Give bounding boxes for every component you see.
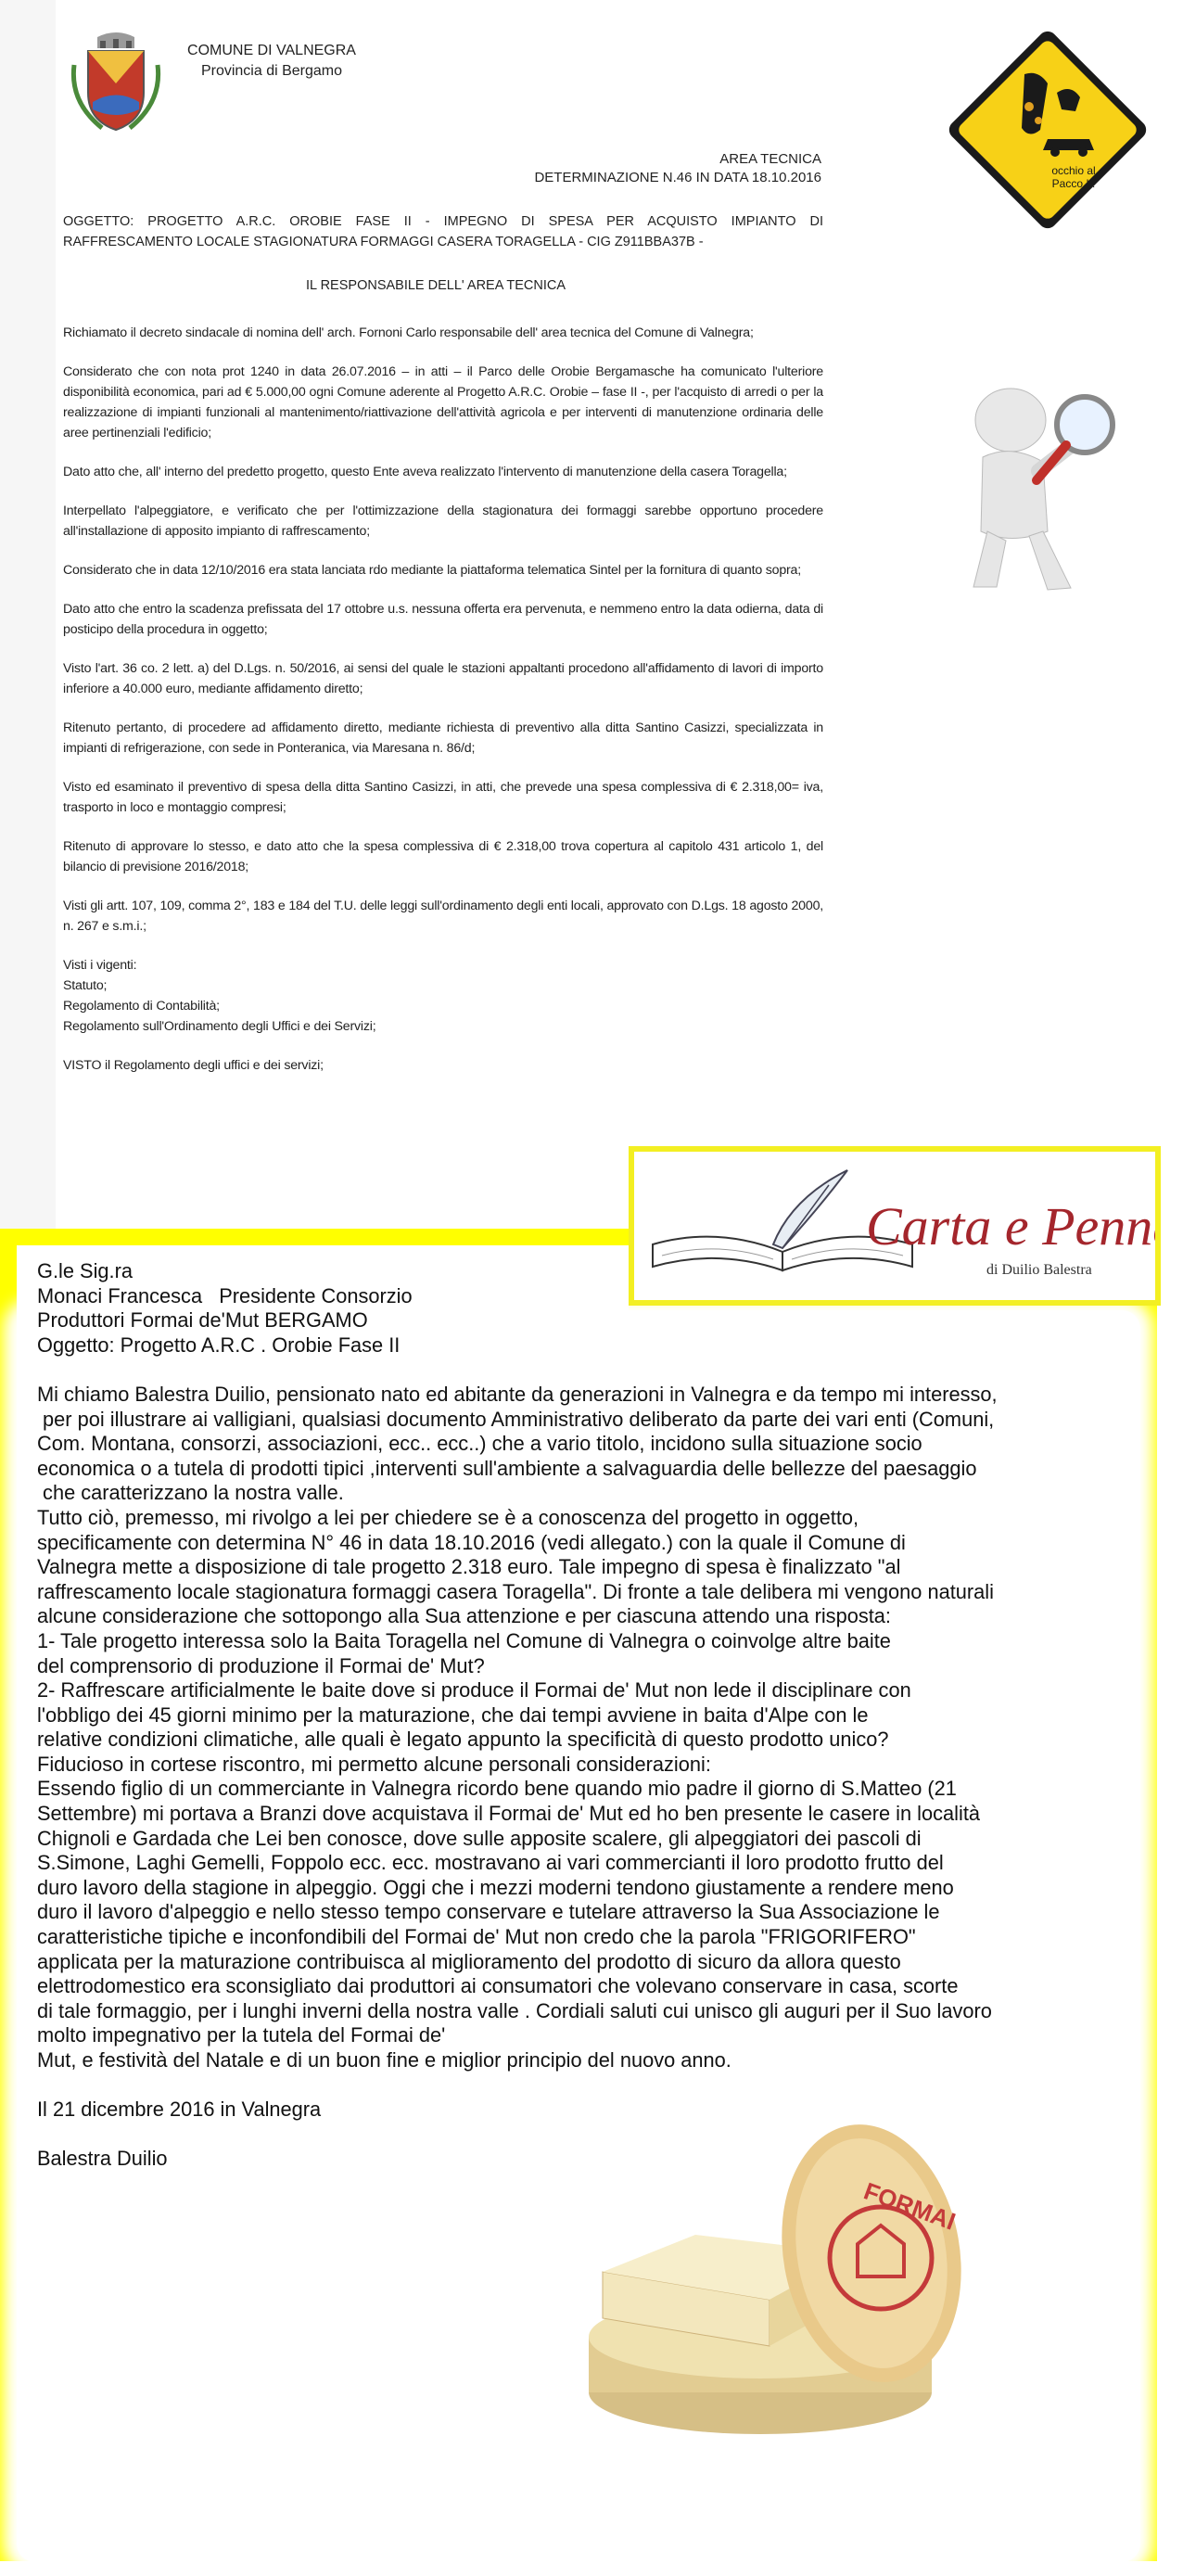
area-header [534, 150, 821, 187]
letter-line: per poi illustrare ai valligiani, qualsiasi documento Amministrativo deliberato da parte dei vari enti (Comuni, [37, 1407, 995, 1431]
formai-de-mut-cheese-icon [575, 2114, 964, 2448]
magnifier-figure-icon [918, 369, 1131, 601]
letter-line: alcune considerazione che sottopongo alla Sua attenzione e per ciascuna attendo una risposta: [37, 1604, 891, 1628]
letter-line: relative condizioni climatiche, alle quali è legato appunto la specificità di questo prodotto unico? [37, 1728, 889, 1752]
doc-paragraph: Ritenuto di approvare lo stesso, e dato atto che la spesa complessiva di € 2.318,00 trova copertura al capitolo 431 articolo 1, del bilancio di previsione 2016/2018; [63, 839, 823, 874]
provincia: Provincia di Bergamo [200, 63, 343, 79]
doc-paragraph: Considerato che in data 12/10/2016 era stata lanciata rdo mediante la piattaforma telematica Sintel per la fornitura di quanto sopra; [63, 563, 801, 578]
letter-line: duro lavoro della stagione in alpeggio. Oggi che i mezzi moderni tendono giustamente a rendere meno [37, 1875, 954, 1899]
bottom-margin [0, 2561, 1183, 2576]
letter-line: Com. Montana, consorzi, associazioni, ecc.. ecc..) che a vario titolo, incidono sulla situazione socio [37, 1432, 922, 1456]
scan-margin [0, 0, 56, 1233]
sign-text-1: occhio al [1051, 164, 1096, 177]
doc-paragraph: Richiamato il decreto sindacale di nomina dell' arch. Fornoni Carlo responsabile dell' area tecnica del Comune di Valnegra; [63, 325, 754, 340]
letter-line: che caratterizzano la nostra valle. [37, 1481, 344, 1505]
letter-line: 1- Tale progetto interessa solo la Baita Toragella nel Comune di Valnegra o coinvolge altre baite [37, 1628, 891, 1652]
sign-text-2: Pacco !!! [1051, 177, 1096, 190]
doc-paragraph: Interpellato l'alpeggiatore, e verificato che per l'ottimizzazione della stagionatura dei formaggi sarebbe opportuno procedere all'installazione di apposito impianto di raffrescamento; [63, 504, 823, 539]
letter-line: molto impegnativo per la tutela del Formai de' [37, 2023, 446, 2047]
letter-line: caratteristiche tipiche e inconfondibili del Formai de' Mut non credo che la parola "FRIGORIFERO" [37, 1925, 916, 1949]
letter-line: Monaci Francesca Presidente Consorzio [37, 1283, 413, 1307]
letter-line: Balestra Duilio [37, 2147, 168, 2171]
comune-name: COMUNE DI VALNEGRA [187, 43, 356, 58]
area-tecnica: AREA TECNICA [719, 151, 821, 167]
doc-responsabile: IL RESPONSABILE DELL' AREA TECNICA [306, 278, 566, 293]
cheese-stamp: FORMAI [859, 2176, 960, 2236]
letter-line: raffrescamento locale stagionatura formaggi casera Toragella". Di fronte a tale delibera mi vengono naturali [37, 1579, 994, 1603]
letter-line: Essendo figlio di un commerciante in Valnegra ricordo bene quando mio padre il giorno di S.Matteo (21 [37, 1777, 957, 1801]
determinazione: DETERMINAZIONE N.46 IN DATA 18.10.2016 [534, 170, 821, 185]
logo-title: Carta e Penna [866, 1196, 1155, 1256]
letter-line: 2- Raffrescare artificialmente le baite dove si produce il Formai de' Mut non lede il disciplinare con [37, 1678, 911, 1702]
letter-line: Valnegra mette a disposizione di tale progetto 2.318 euro. Tale impegno di spesa è finalizzato "al [37, 1555, 901, 1579]
doc-paragraph: Dato atto che, all' interno del predetto progetto, questo Ente aveva realizzato l'intervento di manutenzione della casera Toragella; [63, 465, 787, 479]
letter-line: elettrodomestico era sconsigliato dai produttori ai consumatori che volevano conservare in casa, scorte [37, 1974, 959, 1998]
letter-line [37, 2073, 1140, 2098]
doc-paragraph: Visto ed esaminato il preventivo di spesa della ditta Santino Casizzi, in atti, che prevede una spesa complessiva di € 2.318,00= iva, trasporto in loco e montaggio compresi; [63, 780, 823, 815]
scanned-determination [0, 0, 1183, 1233]
letter-line: applicata per la maturazione contribuisca al miglioramento del prodotto di sicuro da allora questo [37, 1949, 901, 1973]
letter-line: l'obbligo dei 45 giorni minimo per la maturazione, che dai tempi avviene in baita d'Alpe con le [37, 1702, 869, 1727]
letter-line: S.Simone, Laghi Gemelli, Foppolo ecc. ecc. mostravano ai vari commercianti il loro prodotto frutto del [37, 1851, 944, 1875]
doc-oggetto: OGGETTO: PROGETTO A.R.C. OROBIE FASE II - IMPEGNO DI SPESA PER ACQUISTO IMPIANTO DI RAFFRESCAMENTO LOCALE STAGIONATURA FORMAGGI CASERA TORAGELLA - CIG Z911BBA37B - [63, 214, 823, 249]
letter-line: Tutto ciò, premesso, mi rivolgo a lei per chiedere se è a conoscenza del progetto in oggetto, [37, 1505, 859, 1529]
comune-header [179, 41, 364, 82]
coat-of-arms-icon [65, 28, 167, 134]
letter-line: di tale formaggio, per i lunghi inverni della nostra valle . Cordiali saluti cui unisco gli auguri per il Suo lavoro [37, 1998, 992, 2022]
letter-line: Mi chiamo Balestra Duilio, pensionato nato ed abitante da generazioni in Valnegra e da tempo mi interesso, [37, 1382, 998, 1406]
letter-line: specificamente con determina N° 46 in data 18.10.2016 (vedi allegato.) con la quale il Comune di [37, 1530, 906, 1554]
doc-paragraph: Visto l'art. 36 co. 2 lett. a) del D.Lgs. n. 50/2016, ai sensi del quale le stazioni appaltanti procedono all'affidamento di lavori di importo inferiore a 40.000 euro, mediante affidamento diretto; [63, 661, 823, 696]
letter-line: Fiducioso in cortese riscontro, mi permetto alcune personali considerazioni: [37, 1752, 711, 1776]
doc-paragraph: Visti gli artt. 107, 109, comma 2°, 183 e 184 del T.U. delle leggi sull'ordinamento degli enti locali, approvato con D.Lgs. 18 agosto 2000, n. 267 e s.m.i.; [63, 899, 823, 934]
letter-line: economica o a tutela di prodotti tipici ,interventi sull'ambiente a salvaguardia delle bellezze del paesaggio [37, 1456, 977, 1480]
letter-line: del comprensorio di produzione il Formai de' Mut? [37, 1653, 485, 1677]
letter-line: duro il lavoro d'alpeggio e nello stesso tempo conservare e tutelare attraverso la Sua Associazione le [37, 1900, 940, 1924]
letter-line: G.le Sig.ra [37, 1259, 133, 1282]
doc-paragraph: Dato atto che entro la scadenza prefissata del 17 ottobre u.s. nessuna offerta era pervenuta, e nemmeno entro la data odierna, data di posticipo della procedura in oggetto; [63, 602, 823, 637]
letter-line: Il 21 dicembre 2016 in Valnegra [37, 2098, 322, 2122]
letter-line: Oggetto: Progetto A.R.C . Orobie Fase II [37, 1333, 401, 1357]
letter-line: Mut, e festività del Natale e di un buon fine e miglior principio del nuovo anno. [37, 2048, 731, 2072]
warning-sign-icon [936, 19, 1159, 241]
letter-line: Produttori Formai de'Mut BERGAMO [37, 1308, 368, 1333]
letter-line [37, 1358, 1140, 1383]
doc-paragraph: Visti i vigenti: Statuto; Regolamento di Contabilità; Regolamento sull'Ordinamento degli Uffici e dei Servizi; [63, 958, 376, 1034]
logo-subtitle: di Duilio Balestra [986, 1262, 1092, 1278]
doc-paragraph: VISTO il Regolamento degli uffici e dei servizi; [63, 1058, 324, 1073]
doc-body [63, 323, 823, 1094]
doc-paragraph: Ritenuto pertanto, di procedere ad affidamento diretto, mediante richiesta di preventivo alla ditta Santino Casizzi, specializzata in impianti di refrigerazione, con sede in Ponteranica, via Maresana n. 86/d; [63, 721, 823, 756]
doc-paragraph: Considerato che con nota prot 1240 in data 26.07.2016 – in atti – il Parco delle Orobie Bergamasche ha comunicato l'ulteriore disponibilità economica, pari ad € 5.000,00 ogni Comune aderente al Progetto A.R.C. Orobie – fase II -, per l'acquisto di arredi o per la realizzazione di impianti funzionali al mantenimento/riattivazione dell'attività agricola e per interventi di manutenzione ordinaria delle aree pertinenziali l'edificio; [63, 364, 823, 440]
letter-body [37, 1259, 1140, 2172]
letter-line: Settembre) mi portava a Branzi dove acquistava il Formai de' Mut ed ho ben presente le casere in località [37, 1802, 981, 1826]
letter-line: Chignoli e Gardada che Lei ben conosce, dove sulle apposite scalere, gli alpeggiatori dei pascoli di [37, 1826, 922, 1850]
